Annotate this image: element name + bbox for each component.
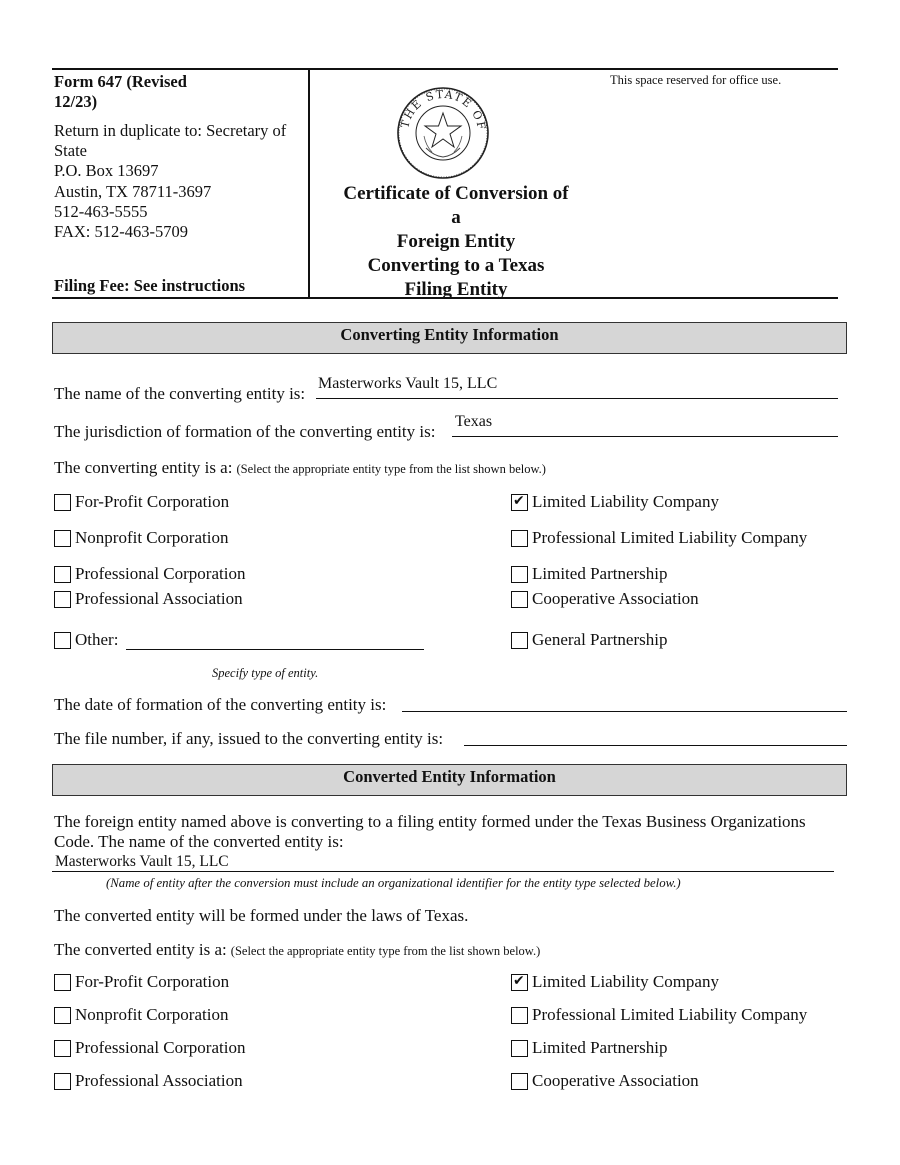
converting-option-other[interactable] [54, 630, 118, 650]
option-label: General Partnership [532, 630, 668, 649]
checkbox[interactable] [54, 632, 71, 649]
return-address [54, 121, 286, 242]
converting-name-field[interactable] [316, 398, 838, 399]
checkbox[interactable] [54, 566, 71, 583]
converted-option-pllc[interactable] [511, 1005, 807, 1025]
checkbox[interactable] [54, 974, 71, 991]
converted-option-professional-corp[interactable] [54, 1038, 245, 1058]
converted-option-professional-assoc[interactable] [54, 1071, 243, 1091]
phone: 512-463-5555 [54, 201, 148, 221]
converted-type-label: The converted entity is a: [54, 940, 227, 959]
checkbox[interactable] [511, 1040, 528, 1057]
formation-date-label: The date of formation of the converting entity is: [54, 695, 387, 714]
svg-text:THE STATE OF TEXAS [396, 86, 488, 132]
checkbox[interactable] [511, 632, 528, 649]
converted-name-note: (Name of entity after the conversion must include an organizational identifier for the entity type selected below.) [106, 876, 681, 890]
converting-option-coop[interactable] [511, 589, 699, 609]
converting-option-gp[interactable] [511, 630, 667, 650]
option-label: Professional Corporation [75, 1038, 246, 1057]
converting-option-for-profit[interactable] [54, 492, 229, 512]
converted-type-hint: (Select the appropriate entity type from the list shown below.) [230, 944, 541, 958]
form-id-line2: 12/23) [54, 92, 98, 111]
converted-option-llc[interactable] [511, 972, 719, 992]
jurisdiction-label: The jurisdiction of formation of the converting entity is: [54, 422, 436, 441]
converting-type-hint: (Select the appropriate entity type from the list shown below.) [236, 462, 546, 476]
return-line2: State [54, 141, 87, 161]
file-number-field[interactable] [464, 745, 847, 746]
return-line1: Return in duplicate to: Secretary of [54, 121, 287, 140]
option-label: Other: [75, 630, 119, 649]
converting-type-prompt [54, 458, 546, 478]
other-type-hint: Specify type of entity. [212, 666, 319, 680]
option-label: Professional Limited Liability Company [532, 1005, 808, 1024]
checkbox[interactable] [54, 1040, 71, 1057]
option-label: Limited Liability Company [532, 492, 719, 511]
title-line4: Converting to a Texas [367, 255, 545, 276]
option-label: For-Profit Corporation [75, 972, 230, 991]
converting-name-label: The name of the converting entity is: [54, 384, 306, 403]
converted-type-prompt [54, 940, 540, 960]
converting-option-professional-assoc[interactable] [54, 589, 243, 609]
checkbox[interactable] [511, 494, 528, 511]
converting-section-header: Converting Entity Information [52, 322, 847, 354]
title-line3: Foreign Entity [396, 231, 516, 252]
checkbox[interactable] [511, 566, 528, 583]
option-label: Professional Limited Liability Company [532, 528, 808, 547]
city: Austin, TX 78711-3697 [54, 181, 212, 201]
office-use-note: This space reserved for office use. [610, 73, 782, 87]
header-divider [308, 68, 310, 298]
converted-option-for-profit[interactable] [54, 972, 229, 992]
option-label: Professional Corporation [75, 564, 246, 583]
checkbox[interactable] [54, 1007, 71, 1024]
option-label: Cooperative Association [532, 1071, 699, 1090]
file-number-label: The file number, if any, issued to the converting entity is: [54, 729, 444, 748]
converting-type-label: The converting entity is a: [54, 458, 233, 477]
option-label: Nonprofit Corporation [75, 1005, 229, 1024]
formation-date-field[interactable] [402, 711, 847, 712]
title-line2: a [451, 207, 461, 228]
converted-intro-line1: The foreign entity named above is converting to a filing entity formed under the Texas Business Organizations [54, 812, 806, 831]
jurisdiction-value: Texas [455, 413, 493, 430]
converted-option-lp[interactable] [511, 1038, 668, 1058]
converting-option-nonprofit[interactable] [54, 528, 228, 548]
option-label: Limited Partnership [532, 564, 668, 583]
form-id-line1: Form 647 (Revised [54, 72, 187, 91]
other-type-field[interactable] [126, 649, 424, 650]
title-line5: Filing Entity [404, 279, 508, 300]
converting-option-llc[interactable] [511, 492, 719, 512]
converted-name-field[interactable] [52, 871, 834, 872]
option-label: Limited Liability Company [532, 972, 719, 991]
checkbox[interactable] [54, 591, 71, 608]
header-top-rule [52, 68, 838, 70]
texas-seal-icon [396, 86, 490, 180]
title-line1: Certificate of Conversion of [343, 183, 569, 204]
checkbox[interactable] [511, 591, 528, 608]
converting-option-pllc[interactable] [511, 528, 807, 548]
converted-option-nonprofit[interactable] [54, 1005, 228, 1025]
po-box: P.O. Box 13697 [54, 161, 159, 181]
option-label: Professional Association [75, 1071, 243, 1090]
checkbox[interactable] [511, 1007, 528, 1024]
converted-laws-line: The converted entity will be formed under the laws of Texas. [54, 906, 469, 925]
checkbox[interactable] [511, 530, 528, 547]
converting-option-lp[interactable] [511, 564, 668, 584]
converted-intro-line2: Code. The name of the converted entity is: [54, 832, 344, 851]
checkbox[interactable] [511, 974, 528, 991]
filing-fee: Filing Fee: See instructions [54, 276, 246, 295]
option-label: Nonprofit Corporation [75, 528, 229, 547]
checkbox[interactable] [54, 494, 71, 511]
checkbox[interactable] [511, 1073, 528, 1090]
converted-option-coop[interactable] [511, 1071, 699, 1091]
option-label: For-Profit Corporation [75, 492, 230, 511]
converting-option-professional-corp[interactable] [54, 564, 245, 584]
form-id [54, 72, 187, 112]
converted-name-value: Masterworks Vault 15, LLC [55, 853, 229, 870]
checkbox[interactable] [54, 1073, 71, 1090]
option-label: Limited Partnership [532, 1038, 668, 1057]
seal-lettering: THE STATE OF [398, 87, 489, 132]
converted-intro [54, 812, 806, 852]
form-title [318, 182, 594, 302]
option-label: Cooperative Association [532, 589, 699, 608]
checkbox[interactable] [54, 530, 71, 547]
converting-name-value: Masterworks Vault 15, LLC [318, 375, 498, 392]
fax: FAX: 512-463-5709 [54, 222, 188, 242]
option-label: Professional Association [75, 589, 243, 608]
converted-section-header: Converted Entity Information [52, 764, 847, 796]
jurisdiction-field[interactable] [452, 436, 838, 437]
